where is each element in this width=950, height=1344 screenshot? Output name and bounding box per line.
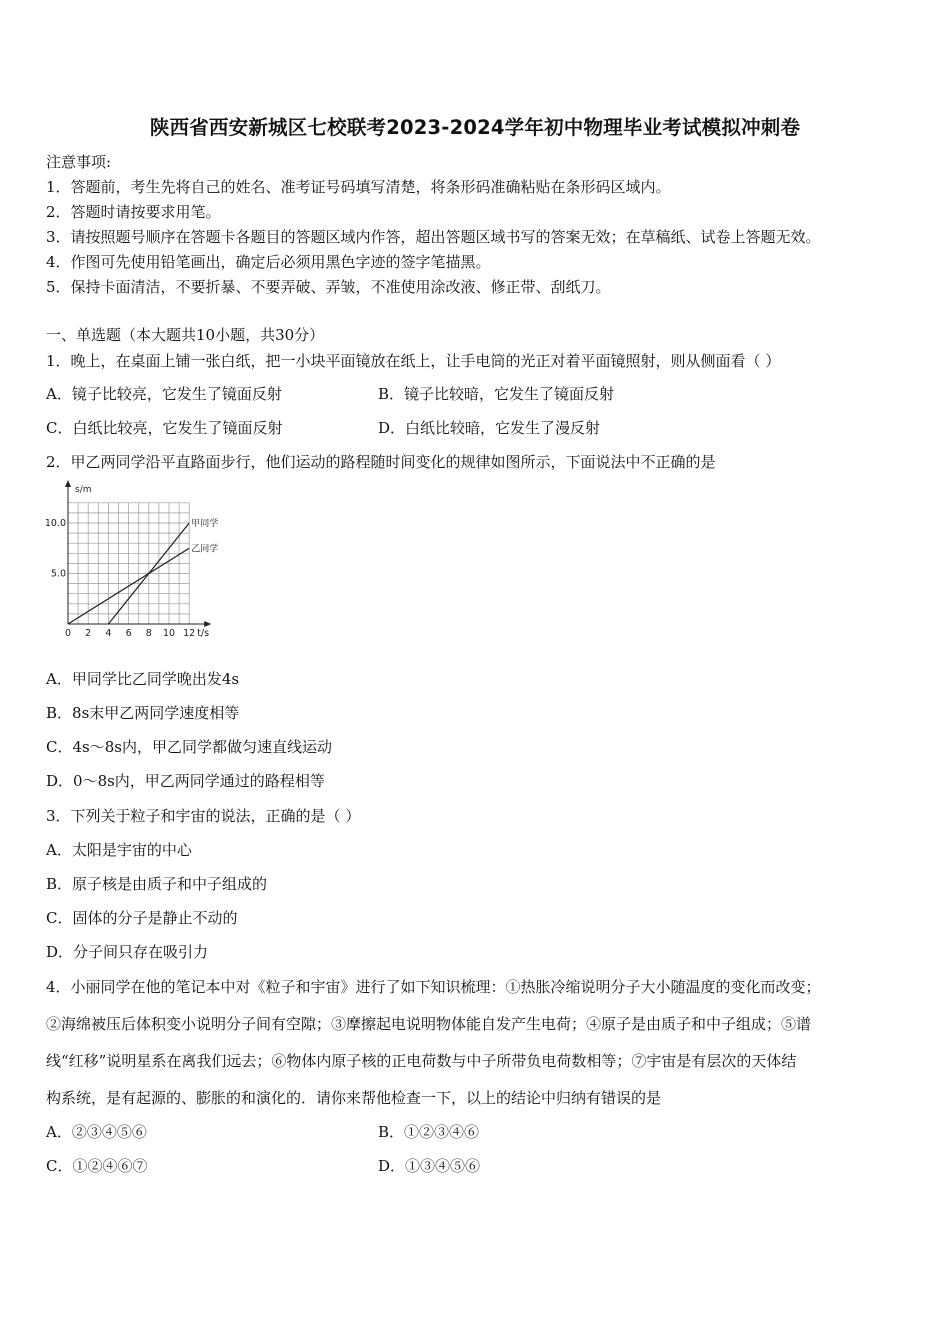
y-tick-label: 5.0 [50,568,66,580]
notice-heading: 注意事项: [46,153,112,171]
q4-option-c: C．①②④⑥⑦ [46,1157,148,1175]
q2-stem: 2．甲乙两同学沿平直路面步行，他们运动的路程随时间变化的规律如图所示，下面说法中不正确的是 [46,453,716,471]
x-tick-label: 10 [162,628,176,639]
q4-option-a: A．②③④⑤⑥ [46,1123,147,1141]
series-label: 乙同学 [191,544,219,555]
q3-option-a: A．太阳是宇宙的中心 [46,841,192,859]
q4-stem-line: 4．小丽同学在他的笔记本中对《粒子和宇宙》进行了如下知识梳理：①热胀冷缩说明分子大小随温度的变化而改变； [46,978,821,996]
q3-option-b: B．原子核是由质子和中子组成的 [46,875,268,893]
q4-stem-line: 线“红移”说明星系在离我们远去；⑥物体内原子核的正电荷数与中子所带负电荷数相等；⑦宇宙是有层次的天体结 [46,1052,797,1070]
x-axis-arrow [204,621,211,627]
section-heading: 一、单选题（本大题共10小题，共30分） [46,326,325,344]
x-tick-label: 8 [145,628,152,639]
x-tick-label: 0 [64,628,72,639]
exam-title: 陕西省西安新城区七校联考2023-2024学年初中物理毕业考试模拟冲刺卷 [149,116,801,139]
notice-item: 4．作图可先使用铅笔画出，确定后必须用黑色字迹的签字笔描黑。 [46,253,491,271]
q4-option-b: B．①②③④⑥ [378,1123,480,1141]
q1-option-a: A．镜子比较亮，它发生了镜面反射 [46,385,282,403]
q1-option-c: C．白纸比较亮，它发生了镜面反射 [46,419,283,437]
q2-option-b: B．8s末甲乙两同学速度相等 [46,704,240,722]
series-label: 甲同学 [191,519,219,529]
y-axis-arrow [65,480,71,487]
q4-option-d: D．①③④⑤⑥ [378,1157,481,1175]
notice-item: 1．答题前，考生先将自己的姓名、准考证号码填写清楚，将条形码准确粘贴在条形码区域内。 [46,178,671,196]
x-tick-label: 4 [105,628,112,639]
q4-stem-line: 构系统，是有起源的、膨胀的和演化的．请你来帮他检查一下，以上的结论中归纳有错误的是 [46,1089,662,1107]
q2-option-d: D．0～8s内，甲乙两同学通过的路程相等 [46,772,325,790]
x-tick-label: 12 [183,628,196,639]
notice-item: 2．答题时请按要求用笔。 [46,203,221,221]
q2-option-c: C．4s～8s内，甲乙同学都做匀速直线运动 [46,738,332,756]
x-tick-label: 6 [125,628,132,639]
y-tick-label: 10.0 [44,518,66,529]
notice-item: 3．请按照题号顺序在答题卡各题目的答题区域内作答，超出答题区域书写的答案无效；在草稿纸、试卷上答题无效。 [46,228,821,246]
notice-item: 5．保持卡面清洁，不要折暴、不要弄破、弄皱，不准使用涂改液、修正带、刮纸刀。 [46,278,611,296]
y-axis-label: s/m [75,485,92,495]
q3-option-d: D．分子间只存在吸引力 [46,943,209,961]
q3-option-c: C．固体的分子是静止不动的 [46,909,238,927]
q2-option-a: A．甲同学比乙同学晚出发4s [46,670,240,688]
q2-chart [40,478,240,644]
q4-stem-line: ②海绵被压后体积变小说明分子间有空隙；③摩擦起电说明物体能自发产生电荷；④原子是由质子和中子组成；⑤谱 [46,1015,812,1033]
q1-stem: 1．晚上，在桌面上铺一张白纸，把一小块平面镜放在纸上，让手电筒的光正对着平面镜照射，则从侧面看（ ） [46,352,781,370]
q1-option-b: B．镜子比较暗，它发生了镜面反射 [378,385,615,403]
x-tick-label: 2 [85,628,92,639]
q1-option-d: D．白纸比较暗，它发生了漫反射 [378,419,601,437]
x-axis-label: t/s [197,628,210,639]
chart-grid [68,503,189,624]
q3-stem: 3．下列关于粒子和宇宙的说法，正确的是（ ） [46,807,361,825]
